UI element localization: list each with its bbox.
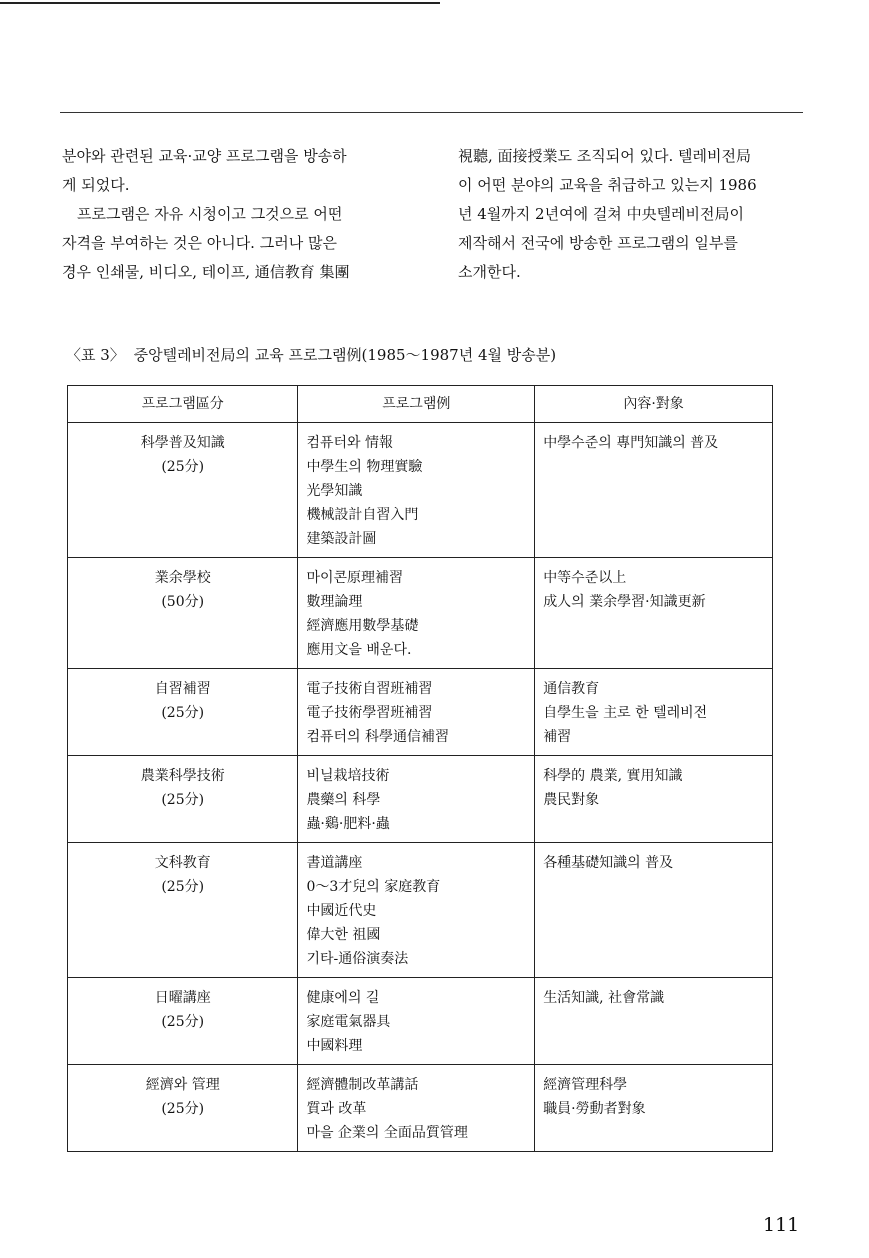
- row-content-cell: [535, 423, 773, 558]
- table-label: 〈표 3〉: [66, 346, 125, 364]
- content-item: 通信教育: [543, 681, 600, 697]
- program-item: 質과 改革: [306, 1101, 367, 1117]
- row-programs-cell: [298, 843, 535, 978]
- program-item: 書道講座: [306, 855, 363, 871]
- program-item: 光學知識: [306, 483, 363, 499]
- body-line: 이 어떤 분야의 교육을 취급하고 있는지 1986: [458, 176, 757, 194]
- content-item: 中學수준의 專門知識의 普及: [543, 435, 719, 451]
- header-content: 內容·對象: [535, 386, 773, 423]
- row-content-cell: [535, 978, 773, 1065]
- category-name: 經濟와 管理: [145, 1077, 220, 1093]
- body-line: 분야와 관련된 교육·교양 프로그램을 방송하: [62, 147, 347, 165]
- program-item: 健康에의 길: [306, 990, 380, 1006]
- row-content-cell: [535, 1065, 773, 1152]
- table-row: [68, 978, 773, 1065]
- category-duration: (25分): [161, 1014, 205, 1030]
- program-item: 컴퓨터와 情報: [306, 435, 393, 451]
- row-category-cell: [68, 978, 298, 1065]
- table-row: [68, 669, 773, 756]
- row-programs-cell: [298, 558, 535, 669]
- table-title: 중앙텔레비전局의 교육 프로그램例(1985～1987년 4월 방송분): [133, 346, 557, 364]
- content-item: 科學的 農業, 實用知識: [543, 768, 683, 784]
- program-item: 中國料理: [306, 1038, 363, 1054]
- body-line: 년 4월까지 2년여에 걸쳐 中央텔레비전局이: [458, 205, 745, 223]
- row-category-cell: [68, 843, 298, 978]
- program-item: 機械設計自習入門: [306, 507, 419, 523]
- table-header-row: [68, 386, 773, 423]
- row-content-cell: [535, 756, 773, 843]
- body-line: 제작해서 전국에 방송한 프로그램의 일부를: [458, 234, 738, 252]
- category-name: 文科教育: [154, 855, 211, 871]
- table-body: [68, 423, 773, 1152]
- header-rule: [60, 112, 803, 113]
- content-item: 生活知識, 社會常識: [543, 990, 665, 1006]
- content-item: 農民對象: [543, 792, 600, 808]
- category-name: 農業科學技術: [140, 768, 225, 784]
- program-item: 蟲·鷄·肥料·蟲: [306, 816, 390, 832]
- category-name: 日曜講座: [154, 990, 211, 1006]
- program-item: 應用文을 배운다.: [306, 642, 412, 658]
- table-row: [68, 756, 773, 843]
- program-item: 農藥의 科學: [306, 792, 381, 808]
- table-row: [68, 1065, 773, 1152]
- program-item: 中學生의 物理實驗: [306, 459, 423, 475]
- table-row: [68, 423, 773, 558]
- program-item: 數理論理: [306, 594, 363, 610]
- content-item: 各種基礎知識의 普及: [543, 855, 674, 871]
- body-line: 프로그램은 자유 시청이고 그것으로 어떤: [77, 205, 343, 223]
- program-item: 비닐栽培技術: [306, 768, 390, 784]
- header-programs: 프로그램例: [298, 386, 535, 423]
- category-duration: (25分): [161, 792, 205, 808]
- row-programs-cell: [298, 756, 535, 843]
- category-duration: (25分): [161, 459, 205, 475]
- row-category-cell: [68, 558, 298, 669]
- row-content-cell: [535, 558, 773, 669]
- row-category-cell: [68, 423, 298, 558]
- category-duration: (25分): [161, 879, 205, 895]
- row-programs-cell: [298, 1065, 535, 1152]
- program-item: 家庭電氣器具: [306, 1014, 391, 1030]
- body-text-right-column: [458, 142, 808, 287]
- program-item: 컴퓨터의 科學通信補習: [306, 729, 449, 745]
- body-line: 게 되었다.: [62, 176, 130, 194]
- body-line: 자격을 부여하는 것은 아니다. 그러나 많은: [62, 234, 337, 252]
- program-item: 마이콘原理補習: [306, 570, 404, 586]
- category-duration: (25分): [161, 1101, 205, 1117]
- content-item: 中等수준以上: [543, 570, 627, 586]
- program-item: 建築設計圖: [306, 531, 377, 547]
- category-duration: (50分): [161, 594, 205, 610]
- content-item: 職員·勞動者對象: [543, 1101, 646, 1117]
- row-content-cell: [535, 669, 773, 756]
- program-table: [67, 385, 773, 1152]
- program-item: 經濟應用數學基礎: [306, 618, 419, 634]
- row-content-cell: [535, 843, 773, 978]
- table-row: [68, 843, 773, 978]
- content-item: 補習: [543, 729, 572, 745]
- program-item: 中國近代史: [306, 903, 377, 919]
- row-category-cell: [68, 1065, 298, 1152]
- program-item: 기타-通俗演奏法: [306, 951, 409, 967]
- program-item: 經濟體制改革講話: [306, 1077, 419, 1093]
- program-item: 電子技術學習班補習: [306, 705, 433, 721]
- body-text-left-column: [62, 142, 412, 287]
- page-number: 111: [763, 1214, 800, 1236]
- program-item: 偉大한 祖國: [306, 927, 381, 943]
- table-caption: [66, 344, 560, 365]
- category-name: 自習補習: [154, 681, 211, 697]
- content-item: 自學生을 主로 한 텔레비전: [543, 705, 708, 721]
- header-category: 프로그램區分: [68, 386, 298, 423]
- table-row: [68, 558, 773, 669]
- content-item: 經濟管理科學: [543, 1077, 628, 1093]
- row-category-cell: [68, 669, 298, 756]
- body-line: 경우 인쇄물, 비디오, 테이프, 通信教育 集團: [62, 263, 350, 281]
- row-category-cell: [68, 756, 298, 843]
- row-programs-cell: [298, 978, 535, 1065]
- program-item: 電子技術自習班補習: [306, 681, 433, 697]
- row-programs-cell: [298, 423, 535, 558]
- category-name: 業余學校: [154, 570, 211, 586]
- category-duration: (25分): [161, 705, 205, 721]
- program-item: 0～3才兒의 家庭教育: [306, 879, 441, 895]
- category-name: 科學普及知識: [140, 435, 225, 451]
- row-programs-cell: [298, 669, 535, 756]
- content-item: 成人의 業余學習·知識更新: [543, 594, 706, 610]
- header-rule-short: [0, 2, 440, 4]
- body-line: 視聽, 面接授業도 조직되어 있다. 텔레비전局: [458, 147, 752, 165]
- program-item: 마을 企業의 全面品質管理: [306, 1125, 468, 1141]
- body-line: 소개한다.: [458, 263, 521, 281]
